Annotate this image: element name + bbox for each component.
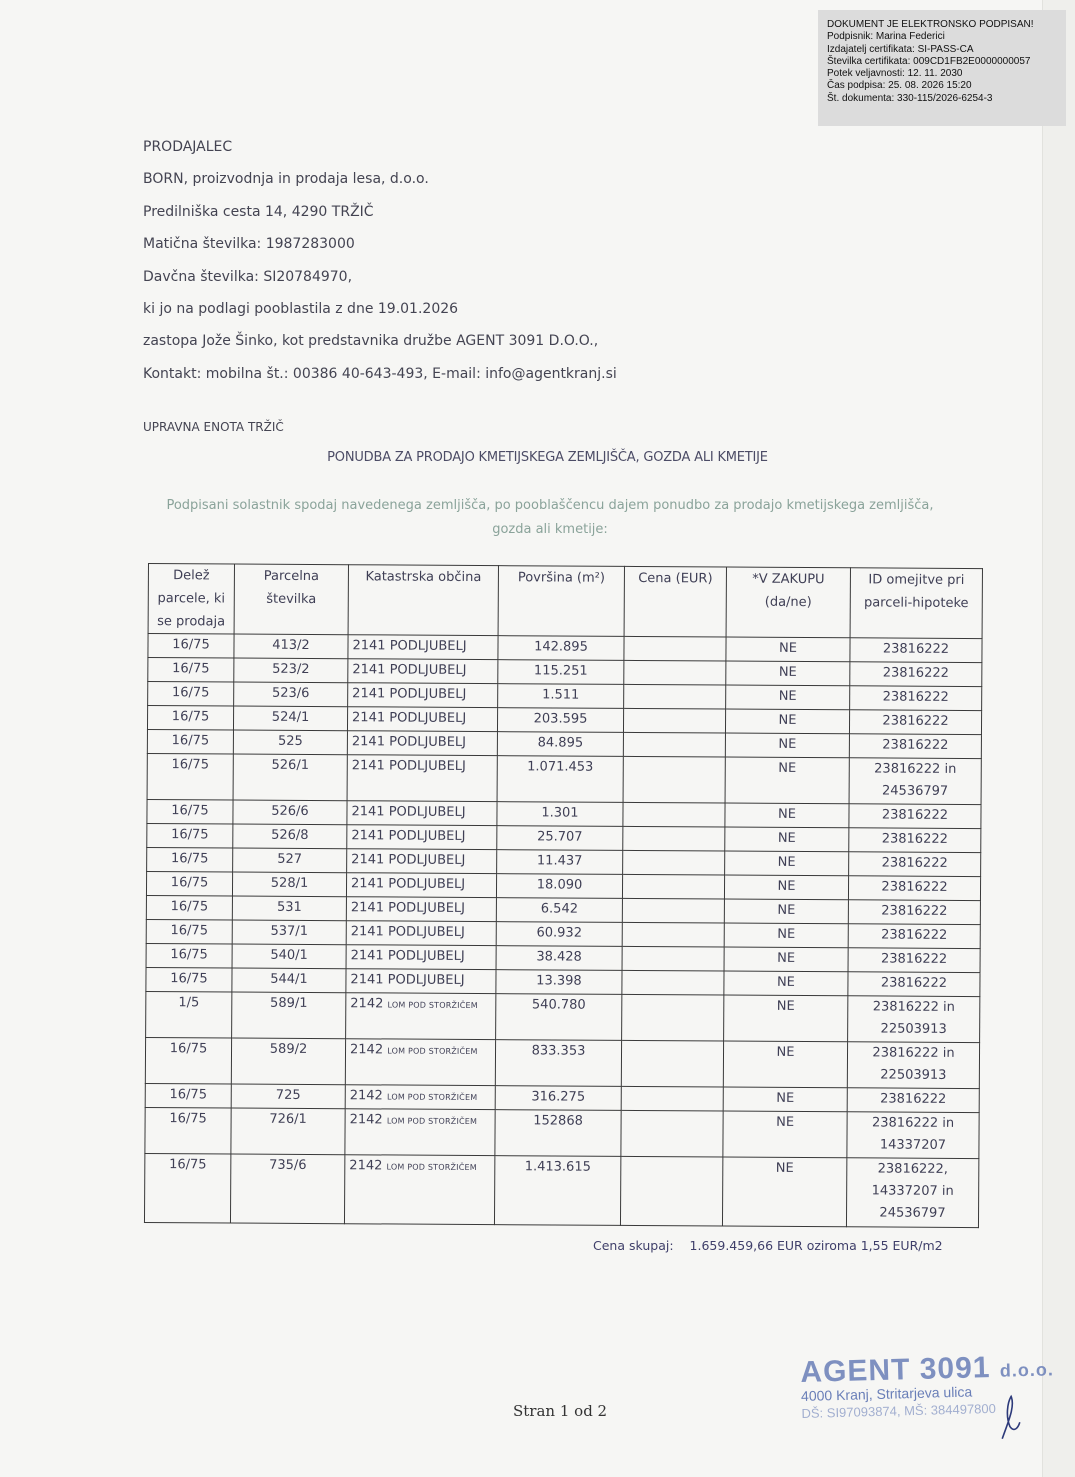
cell-cadastral-municipality [347, 755, 497, 802]
cell-area: 1.511 [498, 684, 624, 709]
table-row [145, 1107, 979, 1158]
ko-code: 2141 [351, 734, 386, 750]
cell-mortgage-id: 23816222 [848, 948, 980, 973]
stamp-ids: DŠ: SI97093874, MŠ: 384497800 [801, 1400, 997, 1421]
cell-parcel-number: 524/1 [233, 706, 347, 731]
ko-name: PODLJUBELJ [389, 734, 467, 750]
cell-cadastral-municipality [344, 1155, 494, 1225]
cell-lease: NE [724, 923, 848, 948]
stamp-address: 4000 Kranj, Stritarjeva ulica [800, 1383, 973, 1404]
seller-line: Davčna številka: SI20784970, [143, 268, 353, 285]
ko-name: PODLJUBELJ [388, 804, 466, 820]
cell-cadastral-municipality [347, 825, 497, 850]
cell-price [624, 636, 726, 661]
cell-share: 16/75 [148, 634, 234, 659]
electronic-signature-box [818, 10, 1066, 126]
signature-line: Številka certifikata: 009CD1FB2E0000000057 [827, 55, 1031, 67]
ko-code: 2142 [349, 1112, 383, 1128]
cell-cadastral-municipality [346, 945, 496, 970]
cell-lease: NE [725, 733, 849, 758]
stamp-suffix: d.o.o. [999, 1359, 1055, 1381]
cell-parcel-number: 726/1 [231, 1108, 345, 1155]
cell-parcel-number: 589/2 [231, 1038, 345, 1085]
ko-name: LOM POD STORŽIČEM [386, 1092, 478, 1103]
ko-name: PODLJUBELJ [389, 638, 467, 654]
cell-area: 38.428 [496, 946, 622, 971]
cell-share: 16/75 [146, 871, 232, 896]
cell-lease: NE [725, 709, 849, 734]
cell-area: 152868 [495, 1110, 621, 1157]
ko-name: PODLJUBELJ [388, 876, 466, 892]
cell-cadastral-municipality [347, 731, 497, 756]
cell-lease: NE [724, 995, 848, 1042]
cell-cadastral-municipality [348, 683, 498, 708]
cell-cadastral-municipality [346, 993, 496, 1040]
document-title: PONUDBA ZA PRODAJO KMETIJSKEGA ZEMLJIŠČA, GOZDA ALI KMETIJE [327, 450, 768, 465]
cell-price [623, 802, 725, 827]
ko-code: 2142 [349, 1158, 383, 1174]
cell-parcel-number: 544/1 [232, 968, 346, 993]
cell-lease: NE [724, 899, 848, 924]
cell-share: 16/75 [146, 943, 232, 968]
cell-mortgage-id: 23816222 [848, 876, 980, 901]
cell-parcel-number: 525 [233, 730, 347, 755]
cell-price [622, 898, 724, 923]
cell-mortgage-id: 23816222, 14337207 in 24536797 [846, 1158, 978, 1228]
cell-area: 316.275 [495, 1086, 621, 1111]
cell-parcel-number: 527 [233, 848, 347, 873]
cell-share: 16/75 [147, 706, 233, 731]
cell-price [620, 1156, 722, 1226]
ko-code: 2141 [351, 828, 385, 844]
cell-area: 1.413.615 [494, 1156, 620, 1226]
parcels-table [144, 563, 983, 1228]
cell-mortgage-id: 23816222 [849, 828, 981, 853]
cell-share: 16/75 [145, 1037, 231, 1084]
cell-lease: NE [726, 685, 850, 710]
cell-cadastral-municipality [345, 1085, 495, 1110]
cell-lease: NE [725, 803, 849, 828]
ko-name: PODLJUBELJ [388, 852, 466, 868]
cell-share: 16/75 [147, 823, 233, 848]
seller-block [143, 136, 617, 395]
header-area: Površina (m²) [498, 566, 624, 637]
header-parcel-number: Parcelna številka [234, 564, 348, 635]
cell-price [624, 684, 726, 709]
cell-parcel-number: 589/1 [232, 992, 346, 1039]
cell-area: 115.251 [498, 660, 624, 685]
cell-area: 13.398 [496, 970, 622, 995]
ko-code: 2141 [350, 924, 384, 940]
ko-code: 2141 [352, 662, 386, 678]
cell-area: 18.090 [496, 874, 622, 899]
seller-line: zastopa Jože Šinko, kot predstavnika družbe AGENT 3091 D.O.O., [143, 333, 599, 350]
cell-price [624, 660, 726, 685]
authority-name: UPRAVNA ENOTA TRŽIČ [143, 420, 284, 434]
ko-name: PODLJUBELJ [387, 948, 465, 964]
cell-area: 6.542 [496, 898, 622, 923]
ko-name: PODLJUBELJ [388, 900, 466, 916]
cell-area: 84.895 [497, 732, 623, 757]
cell-mortgage-id: 23816222 [849, 852, 981, 877]
cell-cadastral-municipality [348, 659, 498, 684]
cell-area: 540.780 [496, 994, 622, 1041]
cell-cadastral-municipality [346, 969, 496, 994]
cell-mortgage-id: 23816222 [849, 710, 981, 735]
cell-price [622, 970, 724, 995]
cell-price [623, 826, 725, 851]
ko-name: PODLJUBELJ [387, 972, 465, 988]
cell-area: 833.353 [495, 1040, 621, 1087]
cell-price [621, 1040, 723, 1087]
cell-mortgage-id: 23816222 in 24536797 [849, 758, 981, 805]
cell-parcel-number: 526/1 [233, 754, 347, 801]
cell-mortgage-id: 23816222 [848, 924, 980, 949]
cell-parcel-number: 528/1 [232, 872, 346, 897]
cell-price [623, 756, 725, 803]
total-price [593, 1238, 943, 1253]
signature-line: Podpisnik: Marina Federici [827, 31, 945, 43]
ko-name: PODLJUBELJ [387, 924, 465, 940]
cell-share: 16/75 [146, 919, 232, 944]
header-cadastral-municipality: Katastrska občina [348, 565, 498, 636]
table-row [145, 1037, 979, 1088]
cell-lease: NE [726, 637, 850, 662]
ko-code: 2141 [351, 758, 385, 774]
cell-price [622, 874, 724, 899]
ko-code: 2141 [350, 900, 385, 916]
ko-code: 2142 [349, 1088, 383, 1104]
cell-price [622, 994, 724, 1041]
ko-code: 2142 [349, 1042, 384, 1058]
cell-lease: NE [722, 1157, 846, 1227]
total-label: Cena skupaj: [593, 1238, 674, 1253]
cell-cadastral-municipality [346, 897, 496, 922]
cell-area: 1.301 [497, 802, 623, 827]
cell-area: 203.595 [497, 708, 623, 733]
cell-mortgage-id: 23816222 [848, 972, 980, 997]
cell-lease: NE [725, 827, 849, 852]
cell-area: 60.932 [496, 922, 622, 947]
cell-mortgage-id: 23816222 [849, 734, 981, 759]
cell-price [623, 732, 725, 757]
cell-parcel-number: 523/2 [234, 658, 348, 683]
company-stamp [800, 1349, 1055, 1421]
cell-parcel-number: 531 [232, 896, 346, 921]
cell-share: 16/75 [145, 1083, 231, 1108]
seller-line: ki jo na podlagi pooblastila z dne 19.01.2026 [143, 300, 459, 317]
intro-text [150, 494, 950, 542]
cell-share: 16/75 [146, 895, 232, 920]
ko-name: PODLJUBELJ [389, 686, 467, 702]
header-mortgage-id: ID omejitve pri parceli-hipoteke [850, 568, 982, 639]
cell-lease: NE [725, 851, 849, 876]
stamp-company [800, 1349, 1054, 1390]
ko-code: 2141 [350, 948, 384, 964]
cell-share: 1/5 [146, 991, 232, 1038]
cell-share: 16/75 [148, 682, 234, 707]
cell-area: 25.707 [497, 826, 623, 851]
table-row [144, 1153, 978, 1227]
cell-share: 16/75 [148, 658, 234, 683]
seller-line: BORN, proizvodnja in prodaja lesa, d.o.o. [143, 171, 429, 188]
table-header-row [148, 564, 982, 639]
ko-name: LOM POD STORŽIČEM [386, 1162, 477, 1173]
cell-lease: NE [723, 1111, 847, 1158]
cell-parcel-number: 523/6 [234, 682, 348, 707]
signature-line: Izdajatelj certifikata: SI-PASS-CA [827, 43, 974, 55]
header-price: Cena (EUR) [624, 566, 726, 637]
seller-lines [143, 168, 617, 395]
cell-parcel-number: 540/1 [232, 944, 346, 969]
cell-price [622, 922, 724, 947]
cell-mortgage-id: 23816222 [849, 804, 981, 829]
ko-code: 2141 [352, 710, 386, 726]
cell-cadastral-municipality [345, 1109, 495, 1156]
cell-mortgage-id: 23816222 in 22503913 [847, 1042, 979, 1089]
cell-lease: NE [724, 947, 848, 972]
cell-mortgage-id: 23816222 in 14337207 [847, 1112, 979, 1159]
header-lease: *V ZAKUPU (da/ne) [726, 567, 850, 638]
seller-line: Predilniška cesta 14, 4290 TRŽIČ [143, 203, 374, 220]
cell-cadastral-municipality [346, 921, 496, 946]
ko-code: 2141 [352, 686, 386, 702]
cell-lease: NE [725, 757, 849, 804]
cell-cadastral-municipality [346, 873, 496, 898]
cell-price [621, 1110, 723, 1157]
cell-cadastral-municipality [348, 635, 498, 660]
cell-price [623, 850, 725, 875]
cell-price [621, 1086, 723, 1111]
cell-mortgage-id: 23816222 [850, 662, 982, 687]
cell-parcel-number: 735/6 [230, 1154, 344, 1224]
signature-line: DOKUMENT JE ELEKTRONSKO PODPISAN! [827, 19, 1034, 30]
cell-share: 16/75 [145, 1107, 231, 1154]
ko-name: PODLJUBELJ [389, 710, 467, 726]
ko-name: PODLJUBELJ [389, 662, 467, 678]
signature-line: Potek veljavnosti: 12. 11. 2030 [827, 68, 963, 80]
ko-name: LOM POD STORŽIČEM [387, 1000, 478, 1011]
cell-parcel-number: 526/8 [233, 824, 347, 849]
cell-parcel-number: 725 [231, 1084, 345, 1109]
cell-parcel-number: 537/1 [232, 920, 346, 945]
cell-price [622, 946, 724, 971]
cell-cadastral-municipality [345, 1039, 495, 1086]
header-share: Delež parcele, ki se prodaja [148, 564, 234, 635]
cell-price [623, 708, 725, 733]
cell-lease: NE [723, 1087, 847, 1112]
cell-area: 142.895 [498, 636, 624, 661]
cell-area: 1.071.453 [497, 756, 623, 803]
total-value: 1.659.459,66 EUR oziroma 1,55 EUR/m2 [689, 1238, 943, 1253]
cell-lease: NE [724, 971, 848, 996]
ko-name: PODLJUBELJ [388, 828, 466, 844]
cell-mortgage-id: 23816222 [850, 686, 982, 711]
seller-line: Matična številka: 1987283000 [143, 236, 355, 253]
cell-mortgage-id: 23816222 in 22503913 [848, 996, 980, 1043]
ko-code: 2141 [351, 804, 385, 820]
cell-lease: NE [726, 661, 850, 686]
cell-share: 16/75 [147, 729, 233, 754]
intro-line-2: gozda ali kmetije: [492, 522, 608, 537]
cell-parcel-number: 526/6 [233, 800, 347, 825]
table-row [146, 991, 980, 1042]
handwritten-signature [997, 1392, 1022, 1443]
page-edge [1042, 0, 1075, 1477]
cell-lease: NE [724, 875, 848, 900]
stamp-name: AGENT 3091 [800, 1351, 991, 1389]
cell-mortgage-id: 23816222 [847, 1088, 979, 1113]
cell-share: 16/75 [147, 847, 233, 872]
seller-heading: PRODAJALEC [143, 139, 233, 155]
cell-share: 16/75 [144, 1153, 230, 1223]
cell-share: 16/75 [146, 967, 232, 992]
cell-mortgage-id: 23816222 [848, 900, 980, 925]
cell-mortgage-id: 23816222 [850, 638, 982, 663]
ko-code: 2141 [350, 972, 384, 988]
ko-code: 2141 [352, 638, 386, 654]
cell-parcel-number: 413/2 [234, 634, 348, 659]
cell-cadastral-municipality [347, 801, 497, 826]
cell-share: 16/75 [147, 753, 233, 800]
intro-line-1: Podpisani solastnik spodaj navedenega zemljišča, po pooblaščencu dajem ponudbo za prodajo kmetijskega zemljišča, [166, 498, 934, 513]
ko-name: LOM POD STORŽIČEM [386, 1116, 478, 1127]
cell-cadastral-municipality [347, 849, 497, 874]
cell-area: 11.437 [497, 850, 623, 875]
signature-line: Št. dokumenta: 330-115/2026-6254-3 [827, 92, 993, 104]
ko-code: 2141 [351, 852, 385, 868]
page-number: Stran 1 od 2 [513, 1402, 608, 1420]
table-row [147, 753, 981, 804]
ko-name: PODLJUBELJ [388, 758, 466, 774]
ko-code: 2141 [350, 876, 385, 892]
ko-code: 2142 [350, 996, 384, 1012]
seller-line: Kontakt: mobilna št.: 00386 40-643-493, E-mail: info@agentkranj.si [143, 365, 617, 382]
ko-name: LOM POD STORŽIČEM [387, 1046, 478, 1057]
signature-line: Čas podpisa: 25. 08. 2026 15:20 [827, 80, 972, 92]
cell-lease: NE [723, 1041, 847, 1088]
cell-cadastral-municipality [347, 707, 497, 732]
cell-share: 16/75 [147, 799, 233, 824]
